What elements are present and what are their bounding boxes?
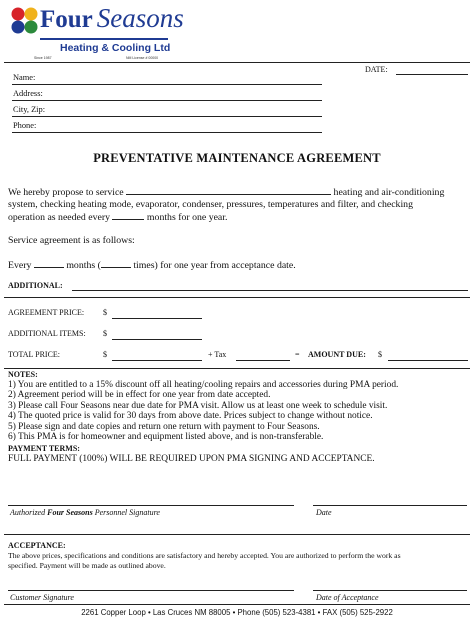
additional-items-label: ADDITIONAL ITEMS: — [8, 329, 86, 338]
service-agreement-intro: Service agreement is as follows: — [8, 235, 135, 246]
total-price-field[interactable] — [112, 360, 202, 361]
amount-due-label: AMOUNT DUE: — [308, 350, 366, 359]
authorized-signature-label — [10, 508, 160, 517]
brand-small-left: Since 1987 — [34, 56, 52, 60]
equals-sign: = — [295, 350, 300, 359]
note-item: 6) This PMA is for homeowner and equipment listed above, and is non-transferable. — [8, 432, 324, 443]
city-zip-field[interactable] — [12, 116, 322, 117]
agreement-price-label: AGREEMENT PRICE: — [8, 308, 85, 317]
additional-items-field[interactable] — [112, 339, 202, 340]
intro-text-end: heating and air-conditioning — [333, 187, 445, 198]
intro-every-text: operation as needed every — [8, 212, 111, 223]
section-divider-acceptance — [4, 534, 470, 535]
total-price-currency: $ — [103, 350, 107, 359]
intro-paragraph — [8, 186, 470, 224]
sig-label-company: Four Seasons — [47, 508, 93, 517]
intro-months-text: months for one year. — [146, 212, 228, 223]
logo-dot-green — [25, 21, 38, 34]
brand-name-seasons: Seasons — [96, 3, 184, 33]
times-field[interactable] — [101, 259, 131, 268]
document-title: PREVENTATIVE MAINTENANCE AGREEMENT — [93, 151, 381, 165]
acceptance-heading: ACCEPTANCE: — [8, 541, 66, 550]
acceptance-date-label: Date of Acceptance — [316, 593, 379, 602]
four-seasons-logo-mark — [10, 6, 40, 36]
note-item: 3) Please call Four Seasons near due date for PMA visit. Allow us at least one week to schedule visit. — [8, 400, 388, 411]
intro-line-3 — [8, 211, 470, 224]
brand-name — [40, 3, 184, 34]
notes-heading: NOTES: — [8, 370, 38, 379]
intro-line-1 — [8, 186, 470, 199]
header-divider — [4, 62, 470, 63]
amount-due-currency: $ — [378, 350, 382, 359]
brand-subtitle: Heating & Cooling Ltd — [60, 42, 171, 54]
payment-terms-text: FULL PAYMENT (100%) WILL BE REQUIRED UPON PMA SIGNING AND ACCEPTANCE. — [8, 454, 375, 464]
acceptance-line-1: The above prices, specifications and conditions are satisfactory and hereby accepted. You are authorized to perform the work as — [8, 551, 401, 560]
address-label: Address: — [13, 89, 43, 98]
acceptance-date-field[interactable] — [313, 590, 467, 591]
footer-address: 2261 Copper Loop • Las Cruces NM 88005 • Phone (505) 523-4381 • FAX (505) 525-2922 — [81, 608, 393, 617]
times-text: times) for one year from acceptance date. — [133, 260, 296, 271]
tax-field[interactable] — [236, 360, 290, 361]
additional-label: ADDITIONAL: — [8, 281, 63, 290]
acceptance-line-2: specified. Payment will be made as outlined above. — [8, 561, 166, 570]
note-item: 5) Please sign and date copies and return one return with payment to Four Seasons. — [8, 421, 320, 432]
intro-text-start: We hereby propose to service — [8, 187, 124, 198]
months-text: months ( — [66, 260, 101, 271]
date-label: DATE: — [365, 65, 388, 74]
service-type-field[interactable] — [126, 186, 331, 195]
name-field[interactable] — [12, 84, 322, 85]
intro-line-2: system, checking heating mode, evaporator, condenser, pressures, temperatures and filter, and checking — [8, 199, 413, 210]
payment-terms-heading: PAYMENT TERMS: — [8, 444, 80, 453]
every-months-field[interactable] — [34, 259, 64, 268]
note-item: 2) Agreement period will be in effect for one year from date accepted. — [8, 390, 271, 401]
additional-items-currency: $ — [103, 329, 107, 338]
footer-divider — [4, 604, 470, 605]
customer-signature-field[interactable] — [8, 590, 294, 591]
total-price-label: TOTAL PRICE: — [8, 350, 61, 359]
additional-field[interactable] — [72, 290, 468, 291]
section-divider-pricing — [4, 297, 470, 298]
sig-label-prefix: Authorized — [10, 508, 46, 517]
company-logo — [8, 3, 184, 63]
customer-signature-label: Customer Signature — [10, 593, 74, 602]
phone-field[interactable] — [12, 132, 322, 133]
interval-months-field[interactable] — [112, 211, 144, 220]
authorized-date-field[interactable] — [313, 505, 467, 506]
brand-name-four: Four — [40, 6, 93, 33]
date-field[interactable] — [396, 74, 468, 75]
section-divider-notes — [4, 368, 470, 369]
address-field[interactable] — [12, 100, 322, 101]
notes-list — [8, 380, 472, 442]
logo-dot-blue — [12, 21, 25, 34]
note-item: 1) You are entitled to a 15% discount off all heating/cooling repairs and accessories during PMA period. — [8, 380, 399, 390]
name-label: Name: — [13, 73, 36, 82]
logo-dot-yellow — [25, 8, 38, 21]
city-zip-label: City, Zip: — [13, 105, 46, 114]
phone-label: Phone: — [13, 121, 37, 130]
note-item: 4) The quoted price is valid for 30 days from above date. Prices subject to change without notice. — [8, 411, 373, 422]
acceptance-text — [8, 551, 401, 571]
brand-small-right: NM License # 00000 — [126, 56, 159, 60]
amount-due-field[interactable] — [388, 360, 468, 361]
logo-dot-red — [12, 8, 25, 21]
plus-tax-label: + Tax — [208, 350, 227, 359]
every-text: Every — [8, 260, 32, 271]
brand-underline — [40, 38, 168, 40]
authorized-signature-field[interactable] — [8, 505, 294, 506]
schedule-line — [8, 259, 296, 272]
authorized-date-label: Date — [316, 508, 332, 517]
agreement-price-field[interactable] — [112, 318, 202, 319]
agreement-price-currency: $ — [103, 308, 107, 317]
sig-label-suffix: Personnel Signature — [94, 508, 160, 517]
